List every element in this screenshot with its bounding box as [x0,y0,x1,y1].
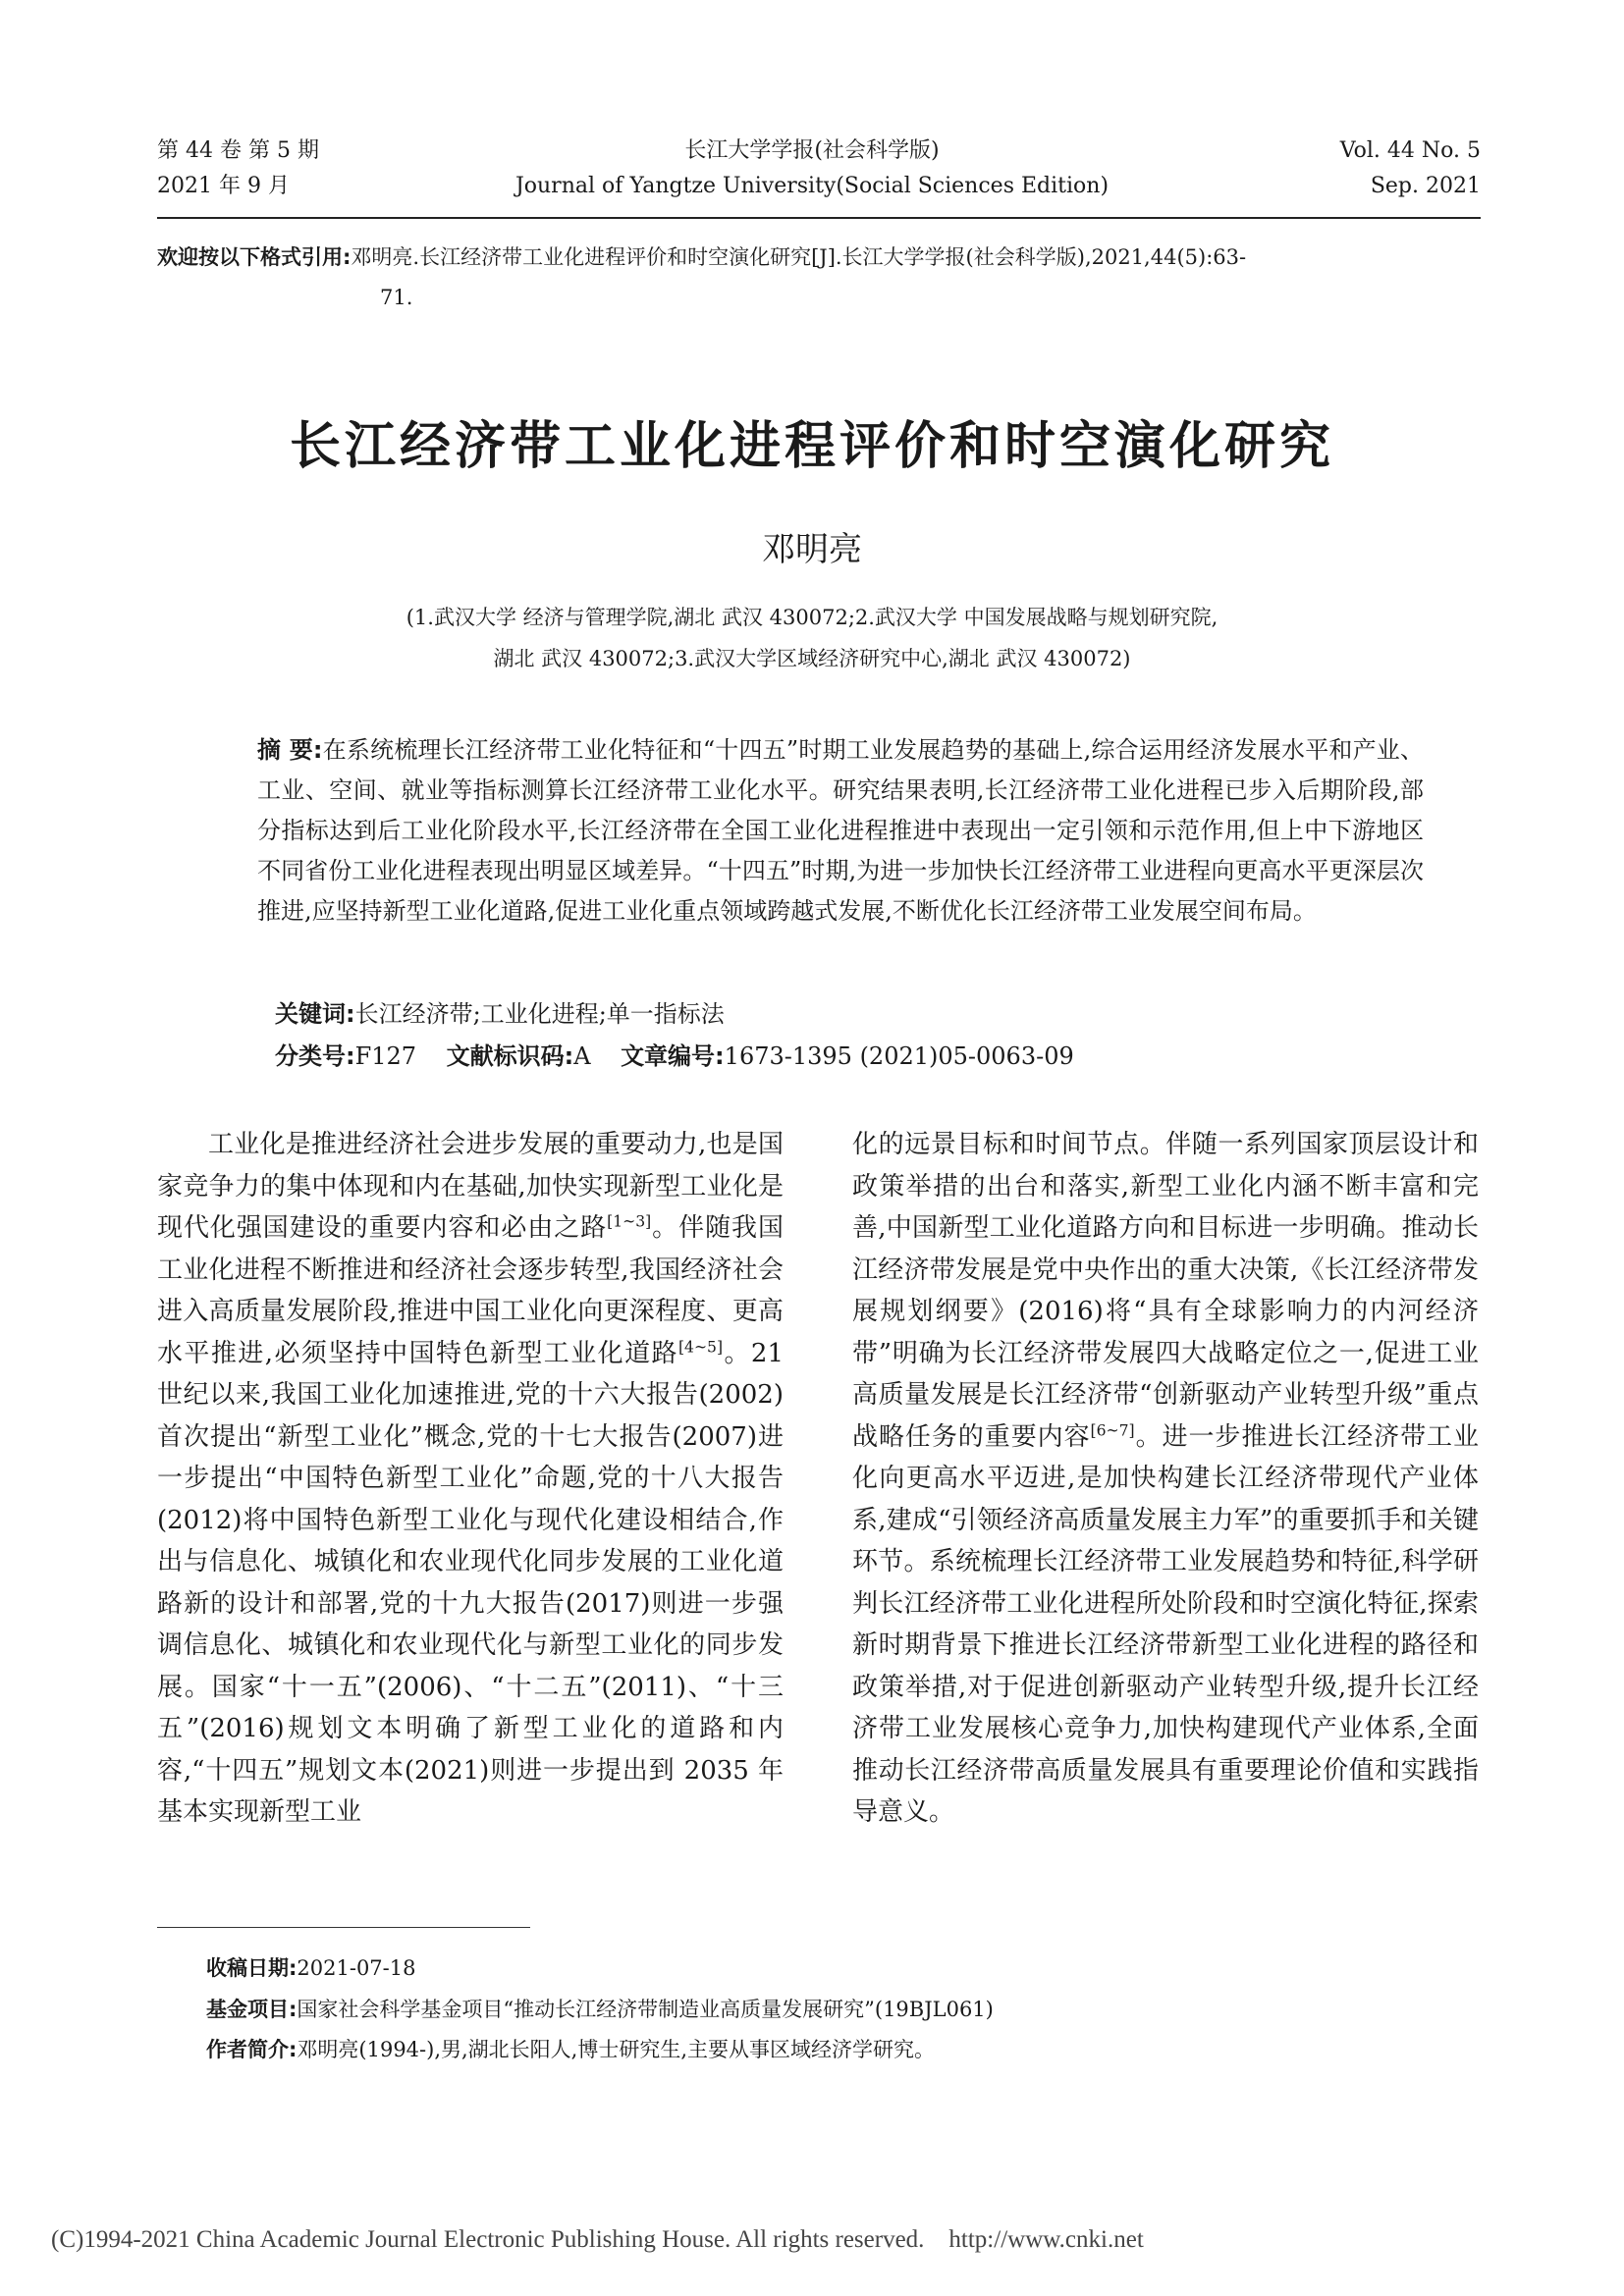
article-no-value: 1673-1395 (2021)05-0063-09 [724,1042,1074,1070]
affiliation-line1: (1.武汉大学 经济与管理学院,湖北 武汉 430072;2.武汉大学 中国发展战略与规划研究院, [406,606,1218,629]
paper-author: 邓明亮 [762,530,862,569]
body-right-column [852,1124,1479,1834]
copyright-notice: (C)1994-2021 China Academic Journal Electronic Publishing House. All rights reserved. http://www.cnki.net [51,2226,1144,2253]
ref-mark: [4~5] [677,1337,724,1356]
date-en: Sep. 2021 [1370,174,1481,198]
citation-text-line2: 71. [380,286,413,309]
received-value: 2021-07-18 [297,1956,416,1980]
journal-name-en: Journal of Yangtze University(Social Sciences Edition) [514,174,1110,198]
article-no-label: 文章编号: [621,1042,725,1070]
body-right-text-2: 。进一步推进长江经济带工业化向更高水平迈进,是加快构建长江经济带现代产业体系,建成“引领经济高质量发展主力军”的重要抓手和关键环节。系统梳理长江经济带工业发展趋势和特征,科学研判长江经济带工业化进程所处阶段和时空演化特征,探索新时期背景下推进长江经济带新型工业化进程的路径和政策举措,对于促进创新驱动产业转型升级,提升长江经济带工业发展核心竞争力,加快构建现代产业体系,全面推动长江经济带高质量发展具有重要理论价值和实践指导意义。 [852,1421,1479,1827]
abstract-text: 在系统梳理长江经济带工业化特征和“十四五”时期工业发展趋势的基础上,综合运用经济发展水平和产业、工业、空间、就业等指标测算长江经济带工业化水平。研究结果表明,长江经济带工业化进程已步入后期阶段,部分指标达到后工业化阶段水平,长江经济带在全国工业化进程推进中表现出一定引领和示范作用,但上中下游地区不同省份工业化进程表现出明显区域差异。“十四五”时期,为进一步加快长江经济带工业进程向更高水平更深层次推进,应坚持新型工业化道路,促进工业化重点领域跨越式发展,不断优化长江经济带工业发展空间布局。 [257,736,1425,925]
body-left-text-1: 工业化是推进经济社会进步发展的重要动力,也是国家竞争力的集中体现和内在基础,加快实现新型工业化是现代化强国建设的重要内容和必由之路 [157,1130,784,1243]
doc-code-label: 文献标识码: [446,1042,574,1070]
affiliation-line2: 湖北 武汉 430072;3.武汉大学区域经济研究中心,湖北 武汉 430072) [493,647,1131,670]
date-cn: 2021 年 9 月 [157,174,290,198]
doc-code-value: A [573,1042,591,1070]
header-rule [157,217,1481,219]
footnote-author-bio [206,2030,1483,2069]
journal-name-cn: 长江大学学报(社会科学版) [684,138,940,163]
volume-issue-en: Vol. 44 No. 5 [1339,138,1481,163]
volume-issue-cn: 第 44 卷 第 5 期 [157,138,319,163]
keywords-text: 长江经济带;工业化进程;单一指标法 [354,1000,725,1028]
classification-line [275,1037,1074,1077]
paper-title: 长江经济带工业化进程评价和时空演化研究 [289,417,1334,476]
body-right-text-1: 化的远景目标和时间节点。伴随一系列国家顶层设计和政策举措的出台和落实,新型工业化内涵不断丰富和完善,中国新型工业化道路方向和目标进一步明确。推动长江经济带发展是党中央作出的重大决策,《长江经济带发展规划纲要》(2016)将“具有全球影响力的内河经济带”明确为长江经济带发展四大战略定位之一,促进工业高质量发展是长江经济带“创新驱动产业转型升级”重点战略任务的重要内容 [852,1130,1479,1452]
header-right [1340,133,1481,204]
ref-mark: [6~7] [1090,1420,1135,1439]
abstract-label: 摘 要: [257,736,323,764]
footnote-fund [206,1990,1483,2029]
received-label: 收稿日期: [206,1956,298,1980]
abstract [257,730,1424,932]
body-left-text-2: 。伴随我国工业化进程不断推进和经济社会逐步转型,我国经济社会进入高质量发展阶段,推进中国工业化向更深程度、更高水平推进,必须坚持中国特色新型工业化道路 [157,1213,784,1368]
fund-value: 国家社会科学基金项目“推动长江经济带制造业高质量发展研究”(19BJL061) [297,1998,994,2021]
cls-label: 分类号: [275,1042,355,1070]
keywords-label: 关键词: [275,1000,355,1028]
cls-value: F127 [354,1042,417,1070]
author-affiliation [0,597,1624,679]
keywords [275,994,725,1035]
body-left-column [157,1124,784,1834]
citation-label: 欢迎按以下格式引用: [157,245,352,269]
footnote-rule [157,1927,530,1928]
body-left-text-3: 。21 世纪以来,我国工业化加速推进,党的十六大报告(2002)首次提出“新型工业化”概念,党的十七大报告(2007)进一步提出“中国特色新型工业化”命题,党的十八大报告(2012)将中国特色新型工业化与现代化建设相结合,作出与信息化、城镇化和农业现代化同步发展的工业化道路新的设计和部署,党的十九大报告(2017)则进一步强调信息化、城镇化和农业现代化与新型工业化的同步发展。国家“十一五”(2006)、“十二五”(2011)、“十三五”(2016)规划文本明确了新型工业化的道路和内容,“十四五”规划文本(2021)则进一步提出到 2035 年基本实现新型工业 [157,1338,785,1827]
author-bio-value: 邓明亮(1994-),男,湖北长阳人,博士研究生,主要从事区域经济学研究。 [297,2038,936,2061]
citation-block [157,238,1483,318]
author-bio-label: 作者简介: [206,2038,298,2061]
citation-text-line1: 邓明亮.长江经济带工业化进程评价和时空演化研究[J].长江大学学报(社会科学版),2021,44(5):63- [351,245,1247,269]
ref-mark: [1~3] [607,1212,652,1231]
footnote-received [206,1949,1483,1988]
fund-label: 基金项目: [206,1998,298,2021]
